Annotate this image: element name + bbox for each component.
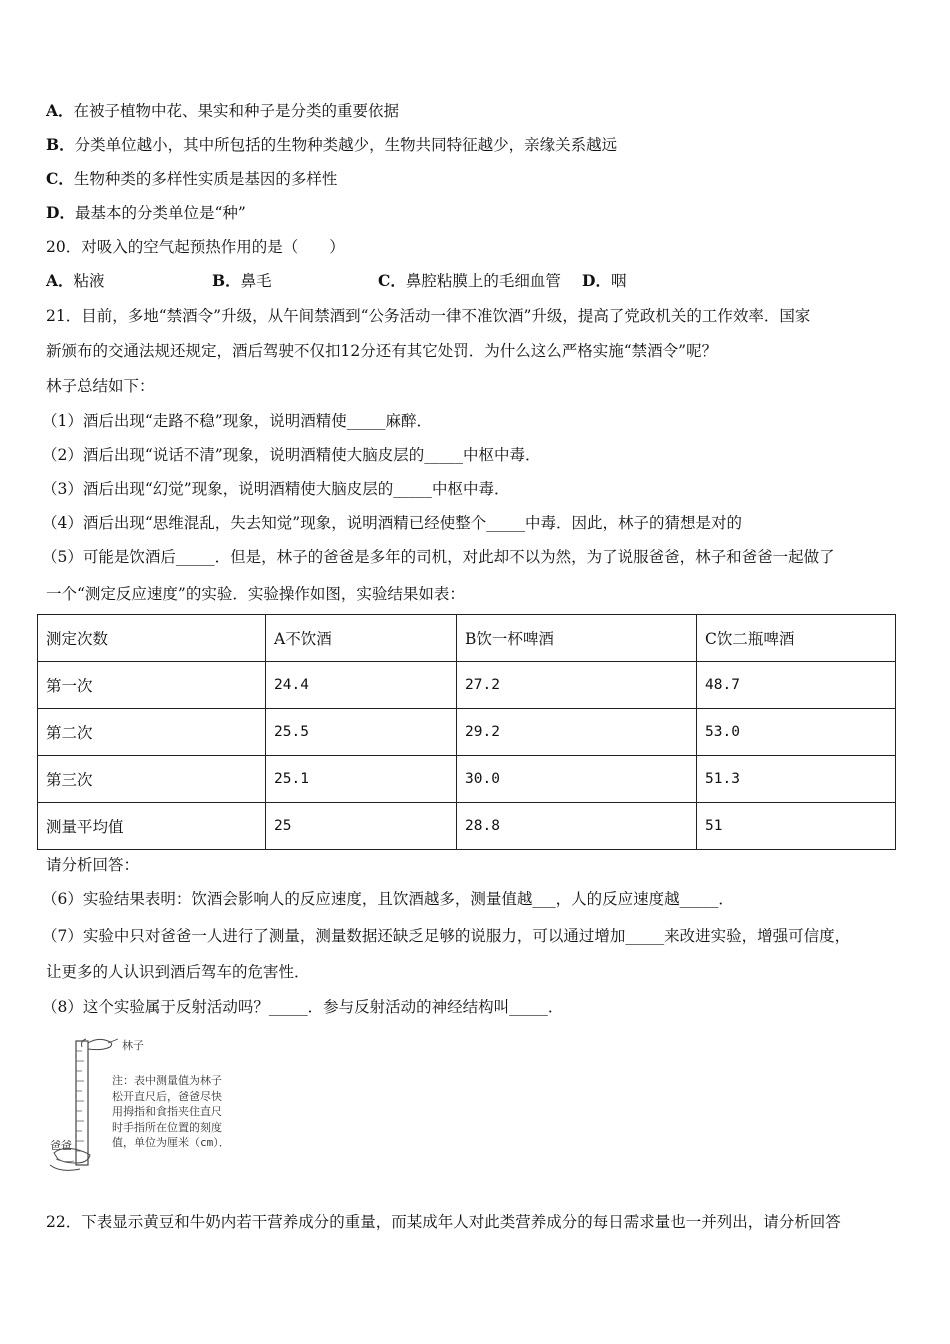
table-header-cell: 测定次数 bbox=[38, 615, 266, 662]
question-21-item-4: （4）酒后出现“思维混乱，失去知觉”现象，说明酒精已经使整个_____中毒．因此，林子的猜想是对的 bbox=[42, 514, 742, 532]
option-19-c bbox=[46, 168, 337, 190]
label-linzi: 林子 bbox=[122, 1039, 144, 1052]
option-key: A． bbox=[46, 271, 74, 290]
question-21-item-7: （7）实验中只对爸爸一人进行了测量，测量数据还缺乏足够的说服力，可以通过增加_____来改进实验，增强可信度， bbox=[42, 927, 851, 945]
option-text: 生物种类的多样性实质是基因的多样性 bbox=[73, 170, 338, 188]
option-text: 在被子植物中花、果实和种子是分类的重要依据 bbox=[73, 102, 400, 120]
option-key: B． bbox=[46, 135, 75, 154]
question-20-stem: 20．对吸入的空气起预热作用的是（ ） bbox=[46, 238, 345, 256]
table-cell: 51 bbox=[697, 803, 896, 850]
option-19-d bbox=[46, 202, 246, 224]
table-cell: 25 bbox=[266, 803, 457, 850]
table-row bbox=[38, 756, 896, 803]
option-text: 鼻毛 bbox=[240, 272, 272, 290]
option-text: 分类单位越小，其中所包括的生物种类越少，生物共同特征越少，亲缘关系越远 bbox=[74, 136, 618, 154]
option-key: A． bbox=[46, 101, 74, 120]
table-cell: 48.7 bbox=[697, 662, 896, 709]
table-cell: 29.2 bbox=[457, 709, 697, 756]
option-text: 咽 bbox=[610, 272, 627, 290]
table-cell: 第一次 bbox=[38, 662, 266, 709]
table-header-row bbox=[38, 615, 896, 662]
table-header-cell: A不饮酒 bbox=[266, 615, 457, 662]
question-21-item-8: （8）这个实验属于反射活动吗？_____．参与反射活动的神经结构叫_____． bbox=[42, 998, 564, 1016]
option-text: 最基本的分类单位是“种” bbox=[74, 204, 246, 222]
option-key: D． bbox=[582, 271, 611, 290]
option-key: D． bbox=[46, 203, 75, 222]
option-20-c bbox=[378, 270, 582, 292]
table-cell: 27.2 bbox=[457, 662, 697, 709]
table-cell: 第二次 bbox=[38, 709, 266, 756]
option-key: C． bbox=[378, 271, 406, 290]
question-21-item-7-cont: 让更多的人认识到酒后驾车的危害性． bbox=[46, 963, 310, 981]
question-21-stem-line2: 新颁布的交通法规还规定，酒后驾驶不仅扣12分还有其它处罚．为什么这么严格实施“禁酒令”呢？ bbox=[46, 342, 718, 360]
table-row bbox=[38, 709, 896, 756]
table-cell: 24.4 bbox=[266, 662, 457, 709]
option-20-d bbox=[582, 272, 626, 290]
table-cell: 53.0 bbox=[697, 709, 896, 756]
question-21-item-5-cont: 一个“测定反应速度”的实验．实验操作如图，实验结果如表： bbox=[46, 585, 465, 603]
label-dad: 爸爸 bbox=[50, 1139, 72, 1152]
table-header-cell: B饮一杯啤酒 bbox=[457, 615, 697, 662]
option-20-a bbox=[46, 270, 212, 292]
figure-note: 注：表中测量值为林子 松开直尺后，爸爸尽快 用拇指和食指夹住直尺 时手指所在位置的刻度 值，单位为厘米（cm）． bbox=[112, 1074, 230, 1149]
table-header-cell: C饮二瓶啤酒 bbox=[697, 615, 896, 662]
table-row bbox=[38, 803, 896, 850]
table-cell: 第三次 bbox=[38, 756, 266, 803]
question-21-item-2: （2）酒后出现“说话不清”现象，说明酒精使大脑皮层的_____中枢中毒． bbox=[42, 446, 541, 464]
results-table bbox=[37, 614, 896, 850]
option-text: 鼻腔粘膜上的毛细血管 bbox=[405, 272, 561, 290]
table-cell: 测量平均值 bbox=[38, 803, 266, 850]
question-20-options bbox=[46, 270, 626, 292]
question-21-item-1: （1）酒后出现“走路不稳”现象，说明酒精使_____麻醉． bbox=[42, 412, 432, 430]
question-21-item-6: （6）实验结果表明：饮酒会影响人的反应速度，且饮酒越多，测量值越___，人的反应速度越_____． bbox=[42, 890, 734, 908]
table-cell: 28.8 bbox=[457, 803, 697, 850]
table-cell: 51.3 bbox=[697, 756, 896, 803]
analysis-prompt: 请分析回答： bbox=[46, 856, 140, 874]
question-21-stem-line1: 21．目前，多地“禁酒令”升级，从午间禁酒到“公务活动一律不准饮酒”升级，提高了党政机关的工作效率．国家 bbox=[46, 307, 811, 325]
question-21-item-5: （5）可能是饮酒后_____．但是，林子的爸爸是多年的司机，对此却不以为然，为了说服爸爸，林子和爸爸一起做了 bbox=[42, 548, 835, 566]
question-21-summary: 林子总结如下： bbox=[46, 377, 155, 395]
option-19-b bbox=[46, 134, 617, 156]
option-key: B． bbox=[212, 271, 241, 290]
table-row bbox=[38, 662, 896, 709]
table-cell: 30.0 bbox=[457, 756, 697, 803]
question-22-stem: 22．下表显示黄豆和牛奶内若干营养成分的重量，而某成年人对此类营养成分的每日需求量也一并列出，请分析回答 bbox=[46, 1213, 841, 1231]
option-20-b bbox=[212, 270, 378, 292]
option-key: C． bbox=[46, 169, 74, 188]
table-cell: 25.1 bbox=[266, 756, 457, 803]
question-21-item-3: （3）酒后出现“幻觉”现象，说明酒精使大脑皮层的_____中枢中毒． bbox=[42, 480, 510, 498]
option-19-a bbox=[46, 100, 399, 122]
option-text: 粘液 bbox=[73, 272, 105, 290]
table-cell: 25.5 bbox=[266, 709, 457, 756]
